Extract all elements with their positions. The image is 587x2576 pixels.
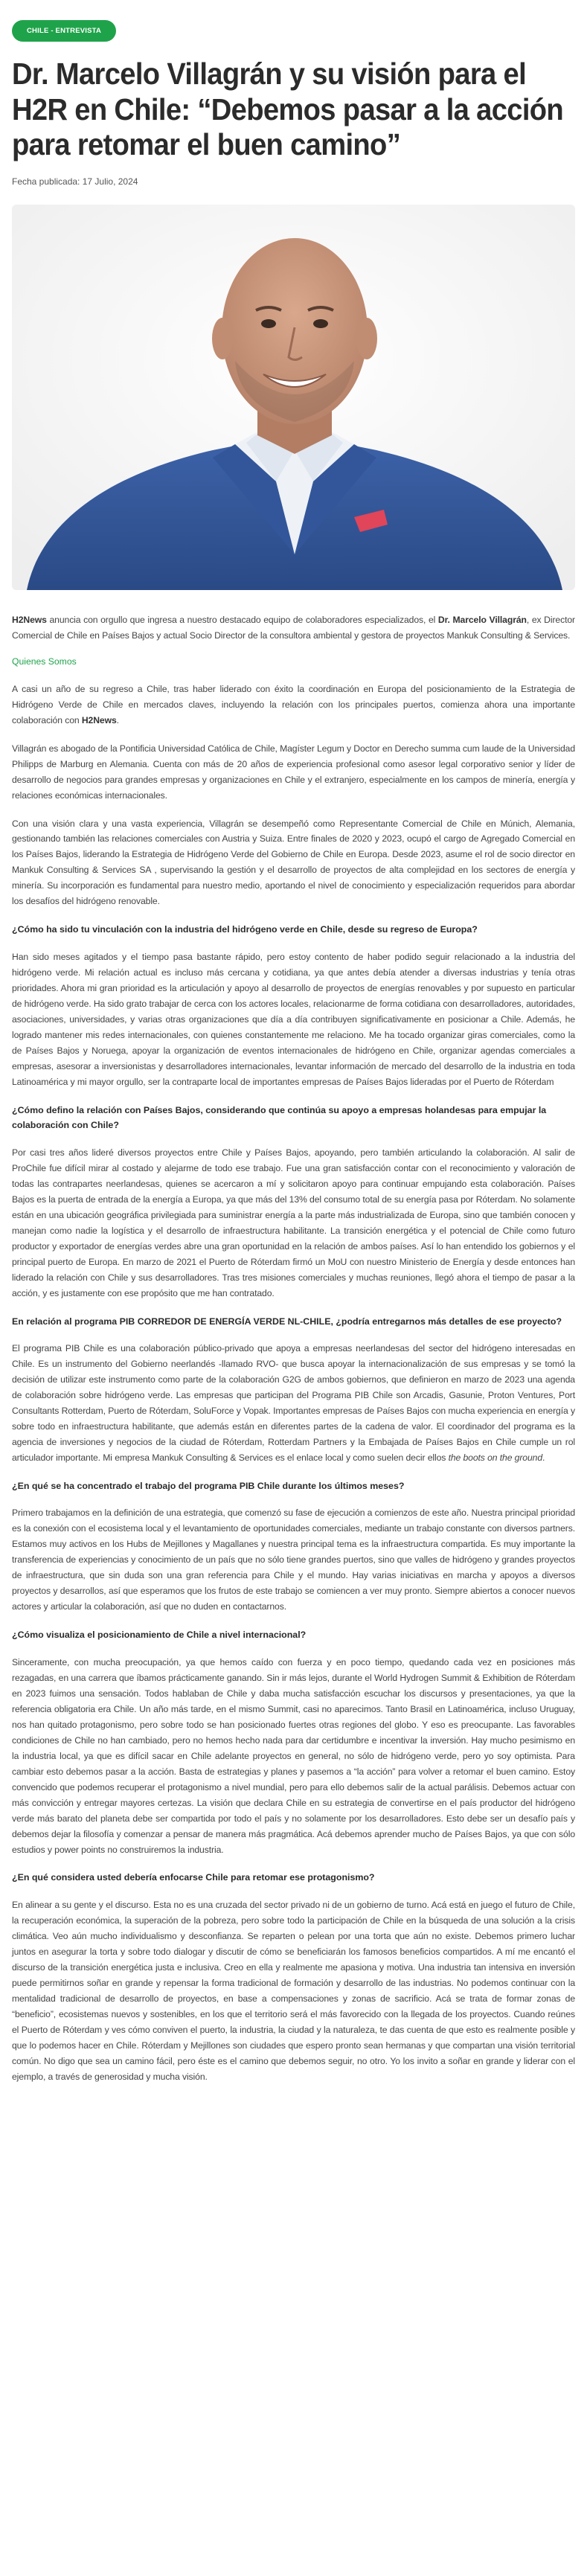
- brand-link[interactable]: H2News: [12, 614, 47, 625]
- answer-paragraph: El programa PIB Chile es una colaboración público-privado que apoya a empresas neerlandesas del sector del hidrógeno interesadas en Chile. Es un instrumento del Gobierno neerlandés -llamado RVO- que busca apoyar la internacionalización de sus empresas y se tomó la decisión de utilizar este instrumento como parte de la colaboración G2G de ambos gobiernos, que definieron en marzo de 2023 una agenda de colaboración sobre hidrógeno verde. Las empresas que participan del Programa PIB Chile son Arcadis, Gasunie, Proton Ventures, Port Consultants Rotterdam, Puerto de Róterdam, SoluForce y Vopak. Importantes empresas de Países Bajos con mucha experiencia en energía y sobre todo en infraestructura habilitante, que además están en diferentes partes de la cadena de valor. El coordinador del programa es la agencia de inversiones y negocios de la ciudad de Róterdam, Rotterdam Partners y la Embajada de Países Bajos en Chile cumple un rol articulador importante. Mi empresa Mankuk Consulting & Services es el enlace local y como suelen decir ellos the boots on the ground.: [12, 1342, 575, 1463]
- paragraph: Con una visión clara y una vasta experiencia, Villagrán se desempeñó como Representante Comercial de Chile en Múnich, Alemania, gestionando también las relaciones comerciales con Austria y Suiza. Entre finales de 2020 y 2023, ocupó el cargo de Agregado Comercial en los Países Bajos, liderando la Estrategia de Hidrógeno Verde del Gobierno de Chile en Europa. Desde 2023, asume el rol de socio director en Mankuk Consulting & Services SA , supervisando la gestión y el desarrollo de proyectos de alta complejidad en los sectores de energía y minería. Su incorporación es fundamental para nuestro medio, aportando el nivel de conocimiento y especialización requeridos para abordar los desafíos del hidrógeno renovable.: [12, 818, 575, 907]
- question-heading: ¿En qué considera usted debería enfocarse Chile para retomar ese protagonismo?: [12, 1872, 375, 1883]
- answer-paragraph: Sinceramente, con mucha preocupación, ya que hemos caído con fuerza y en poco tiempo, quedando cada vez en posiciones más rezagadas, en una carrera que íbamos prácticamente ganando. Sin ir más lejos, durante el World Hydrogen Summit & Exhibition de Róterdam en 2023 fuimos una sensación. Todos hablaban de Chile y daba mucha satisfacción escuchar los discursos y presentaciones, ya que la referencia obligatoria era Chile. Un año más tarde, en el mismo Summit, casi no aparecimos. Tanto Brasil en Latinoamérica, incluso Uruguay, nos han quitado protagonismo, pero sobre todo se han posicionado fuertes otras regiones del globo. Y eso es preocupante. Las favorables condiciones de Chile no han cambiado, pero no hemos hecho nada para dar certidumbre e incentivar la inversión. Hay mucho pesimismo en la industria local, ya que es difícil sacar en Chile adelante proyectos en general, no sólo de hidrógeno verde, pero yo soy optimista. Para cambiar esto debemos pasar a la acción. Basta de estrategias y planes y pasemos a “la acción” para volver a retomar el buen camino. Estoy convencido que podemos recuperar el protagonismo a nivel mundial, pero para ello debemos salir de la actual parálisis. Debemos actuar con más convicción y entregar mayores certezas. La visión que declara Chile en su estrategia de convertirse en el país productor del hidrógeno verde más barato del planeta debe ser compartida por todo el país y no solamente por los desarrolladores. Esto debe ser un desafío país y debemos dejar la filosofía y comenzar a pensar de manera más pragmática. Acá debemos aprender mucho de Países Bajos, ya que con sólo estudios y power points no construiremos la industria.: [12, 1656, 575, 1855]
- page-title: Dr. Marcelo Villagrán y su visión para el H2R en Chile: “Debemos pasar a la acción para retomar el buen camino”: [12, 57, 564, 162]
- question-heading: ¿Cómo defino la relación con Países Bajos, considerando que continúa su apoyo a empresas holandesas para empujar la colaboración con Chile?: [12, 1104, 547, 1131]
- answer-paragraph: En alinear a su gente y el discurso. Esta no es una cruzada del sector privado ni de un gobierno de turno. Acá está en juego el futuro de Chile, la recuperación económica, la superación de la pobreza, pero sobre todo la participación de Chile en la búsqueda de una solución a la crisis climática. Veo aún mucho individualismo y desconfianza. Se reparten o pelean por una torta que aún no existe. Debemos primero luchar juntos en asegurar la torta y sobre todo dialogar y discutir de cómo se beneficiarán los famosos beneficios compartidos. A mí me encantó el discurso de la transición energética justa e inclusiva. Creo en ella y realmente me apasiona y motiva. Una industria tan intensiva en inversión puede permitirnos soñar en grande y repensar la forma tradicional de formación y desarrollo de las industrias. No podemos continuar con la mentalidad tradicional de desarrollo de proyectos, en base a compensaciones y zonas de sacrificio. Acá se trata de formar zonas de “beneficio”, ecosistemas nuevos y sostenibles, en los que el territorio será el más favorecido con la llegada de los proyectos. Cuando reúnes el Puerto de Róterdam y ves cómo conviven el puerto, la industria, la ciudad y la naturaleza, te das cuenta de que esto es realmente posible y que lo podemos hacer en Chile. Róterdam y Mejillones son ciudades que espero pronto sean hermanas y que compartan una visión territorial común. No digo que sea un camino fácil, pero éste es el camino que debemos seguir, no otro. Yo los invito a soñar en grande y liderar con el ejemplo, a través de generosidad y mucha visión.: [12, 1899, 575, 2082]
- question-heading: ¿Cómo ha sido tu vinculación con la industria del hidrógeno verde en Chile, desde su regreso de Europa?: [12, 924, 478, 935]
- portrait-photo: [12, 205, 575, 590]
- paragraph: Villagrán es abogado de la Pontificia Universidad Católica de Chile, Magíster Legum y Doctor en Derecho summa cum laude de la Universidad Philipps de Marburg en Alemania. Cuenta con más de 20 años de experiencia profesional como asesor legal corporativo senior y líder de desarrollo de negocios para grandes empresas y organizaciones en Chile y el extranjero, especialmente en los campos de minería, energía y relaciones económicas internacionales.: [12, 743, 576, 801]
- paragraph: A casi un año de su regreso a Chile, tras haber liderado con éxito la coordinación en Europa del posicionamiento de la Estrategia de Hidrógeno Verde de Chile en mercados claves, incluyendo la relación con los principales puertos, comienza ahora una importante colaboración con H2News.: [12, 683, 575, 725]
- article-body: [12, 612, 575, 2085]
- question-heading: ¿Cómo visualiza el posicionamiento de Chile a nivel internacional?: [12, 1630, 307, 1641]
- quienes-somos-link[interactable]: Quienes Somos: [12, 656, 77, 667]
- brand-name: H2News: [81, 714, 117, 725]
- answer-paragraph: Primero trabajamos en la definición de una estrategia, que comenzó su fase de ejecución a comienzos de este año. Nuestra principal prioridad es la conexión con el ecosistema local y el levantamiento de oportunidades comerciales, mediante un trabajo constante con diversos partners. Estamos muy activos en los Hubs de Mejillones y Magallanes y nuestra principal tema es la infraestructura compartida. Es muy importante la transferencia de experiencias y conocimiento de un país que no sólo tiene grandes puertos, sino que valles de hidrógeno y grandes proyectos de infraestructura, que sin duda son una gran referencia para Chile y el mundo. Hay varias iniciativas en marcha y apoyos a diversos proyectos y desarrollos, así que esperamos que los frutos de este trabajo se comiencen a ver muy pronto. Siempre abiertos a conocer nuevos actores y articular la colaboración, así que no duden en contactarnos.: [12, 1508, 575, 1612]
- answer-paragraph: Por casi tres años lideré diversos proyectos entre Chile y Países Bajos, apoyando, pero también articulando la colaboración. Al salir de ProChile fue difícil mirar al costado y alejarme de todo ese trabajo. Fue una gran satisfacción contar con el reconocimiento y valoración de todas las contrapartes neerlandesas, quienes se acercaron a mí y solicitaron apoyo para continuar empujando esta colaboración. Países Bajos es la puerta de entrada de la energía a Europa, ya que más del 13% del consumo total de su energía pasa por Róterdam. No solamente están en una ubicación geográfica privilegiada para suministrar energía a la parte más industrializada de Europa, sino que también conocen y manejan como nadie la logística y el desarrollo de infraestructura habilitante. La transición energética y el potencial de Chile como futuro productor y exportador de energías verdes abre una gran oportunidad en la relación de ambos países. Así lo han entendido los gobiernos y el principal puerto de Europa. En marzo de 2021 el Puerto de Róterdam firmó un MoU con nuestro Ministerio de Energía y desde entonces han liderado la relación con Chile y sus desarrolladores. Tras tres misiones comerciales y muchas reuniones, llegó ahora el tiempo de pasar a la acción, y es justamente con ese propósito que me han contratado.: [12, 1147, 575, 1298]
- hero-image: [12, 205, 575, 590]
- question-heading: En relación al programa PIB CORREDOR DE ENERGÍA VERDE NL-CHILE, ¿podría entregarnos más detalles de ese proyecto?: [12, 1316, 562, 1327]
- answer-paragraph: Han sido meses agitados y el tiempo pasa bastante rápido, pero estoy contento de haber podido seguir relacionado a la industria del hidrógeno verde. Mi relación actual es incluso más cercana y cotidiana, ya que antes debía atender a diversas industrias y tenía otras prioridades. Ahora mi gran prioridad es la articulación y apoyo al desarrollo de proyectos de energías renovables y por supuesto en particular de hidrógeno verde. Ha sido grato trabajar de cerca con los actores locales, relacionarme de forma cotidiana con desarrolladores, autoridades, asociaciones, universidades, y varias otras organizaciones que día a día contribuyen significativamente en posicionar a Chile. Además, he logrado mantener mis redes internacionales, con quienes constantemente me relaciono. Me ha tocado organizar giras comerciales, como la de Países Bajos y Noruega, apoyar la organización de eventos internacionales de hidrógeno en Chile, organizar agendas comerciales a empresas, asesorar a inversionistas y desarrolladores internacionales, levantar información de mercado del desarrollo de la industria en toda Latinoamérica y mi mayor orgullo, ser la contraparte local de importantes empresas de Países Bajos lideradas por el Puerto de Róterdam: [12, 951, 575, 1087]
- publish-date: Fecha publicada: 17 Julio, 2024: [12, 176, 138, 187]
- person-name: Dr. Marcelo Villagrán: [437, 614, 527, 625]
- italic-phrase: the boots on the ground: [448, 1452, 543, 1463]
- category-tag[interactable]: CHILE - ENTREVISTA: [12, 20, 116, 42]
- intro-paragraph: H2News anuncia con orgullo que ingresa a nuestro destacado equipo de colaboradores especializados, el Dr. Marcelo Villagrán, ex Director Comercial de Chile en Países Bajos y actual Socio Director de la consultora ambiental y gestora de proyectos Mankuk Consulting & Services.: [12, 614, 576, 641]
- question-heading: ¿En qué se ha concentrado el trabajo del programa PIB Chile durante los últimos meses?: [12, 1480, 405, 1491]
